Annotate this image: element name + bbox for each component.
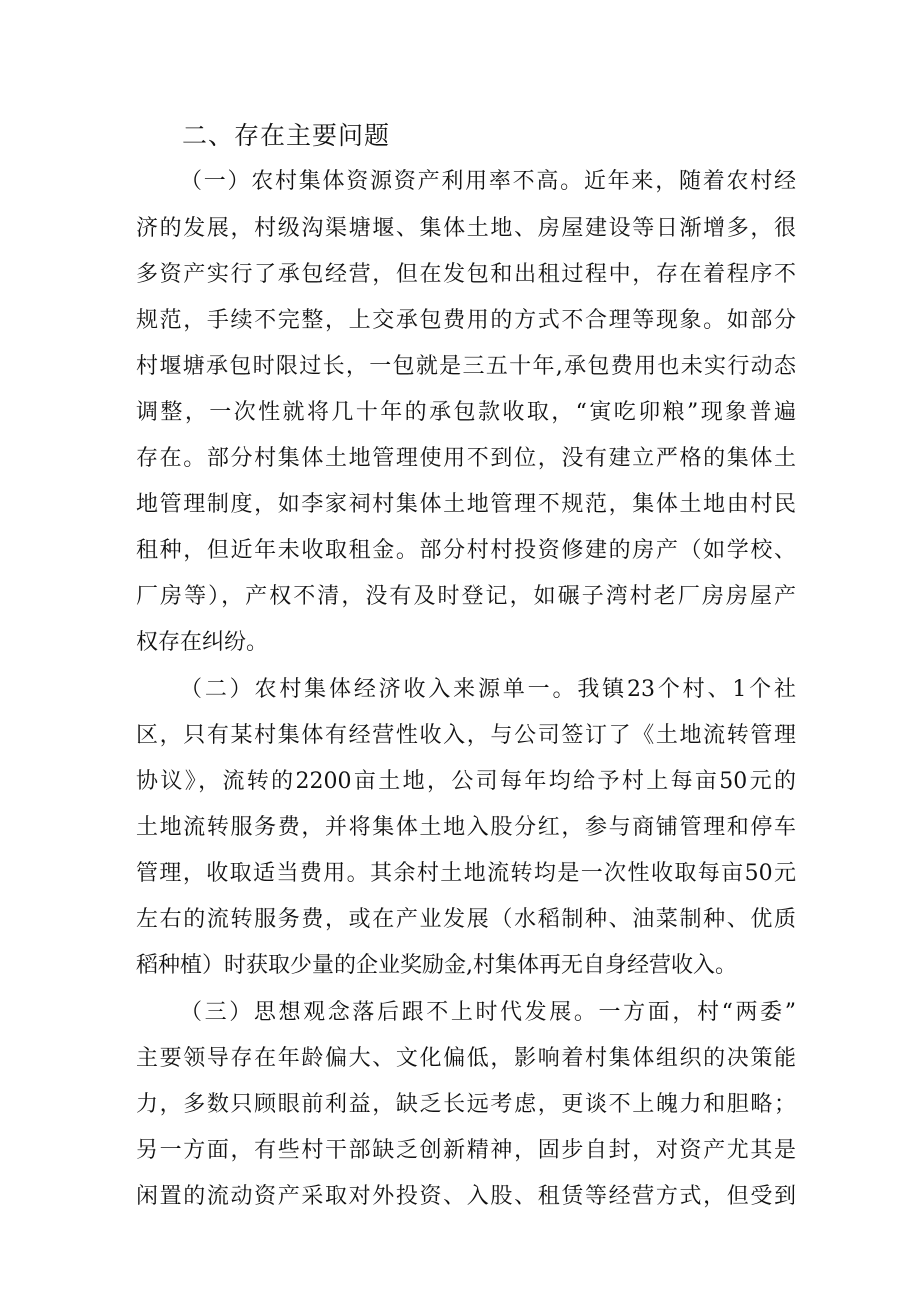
paragraph-line: 力，多数只顾眼前利益，缺乏长远考虑，更谈不上魄力和胆略； [136, 1092, 796, 1117]
paragraph-line: （二）农村集体经济收入来源单一。我镇23个村、1个社 [180, 677, 796, 702]
paragraph-line: 主要领导存在年龄偏大、文化偏低，影响着村集体组织的决策能 [136, 1046, 796, 1071]
paragraph-line: 左右的流转服务费，或在产业发展（水稻制种、油菜制种、优质 [136, 907, 796, 932]
paragraph-line: 村堰塘承包时限过长，一包就是三五十年,承包费用也未实行动态 [136, 354, 796, 379]
paragraph-line: （一）农村集体资源资产利用率不高。近年来，随着农村经 [180, 169, 796, 194]
paragraph-line: 租种，但近年未收取租金。部分村村投资修建的房产（如学校、 [136, 538, 796, 563]
paragraph-line: 存在。部分村集体土地管理使用不到位，没有建立严格的集体土 [136, 446, 796, 471]
paragraph-line: 稻种植）时获取少量的企业奖励金,村集体再无自身经营收入。 [136, 953, 737, 978]
section-heading: 二、存在主要问题 [182, 121, 391, 150]
paragraph-line: 调整，一次性就将几十年的承包款收取，“寅吃卯粮”现象普遍 [136, 400, 796, 425]
paragraph-line: （三）思想观念落后跟不上时代发展。一方面，村“两委” [180, 1000, 796, 1025]
paragraph-line: 管理，收取适当费用。其余村土地流转均是一次性收取每亩50元 [136, 861, 796, 886]
paragraph-line: 另一方面，有些村干部缺乏创新精神，固步自封，对资产尤其是 [136, 1138, 796, 1163]
paragraph-line: 规范，手续不完整，上交承包费用的方式不合理等现象。如部分 [136, 308, 796, 333]
paragraph-line: 区，只有某村集体有经营性收入，与公司签订了《土地流转管理 [136, 723, 796, 748]
paragraph-line: 土地流转服务费，并将集体土地入股分红，参与商铺管理和停车 [136, 815, 796, 840]
paragraph-line: 协议》，流转的2200亩土地，公司每年均给予村上每亩50元的 [136, 769, 796, 794]
paragraph-line: 地管理制度，如李家祠村集体土地管理不规范，集体土地由村民 [136, 492, 796, 517]
paragraph-line: 权存在纠纷。 [136, 630, 269, 655]
paragraph-line: 济的发展，村级沟渠塘堰、集体土地、房屋建设等日渐增多，很 [136, 216, 796, 241]
paragraph-line: 厂房等），产权不清，没有及时登记，如碾子湾村老厂房房屋产 [136, 584, 796, 609]
paragraph-line: 多资产实行了承包经营，但在发包和出租过程中，存在着程序不 [136, 262, 796, 287]
paragraph-line: 闲置的流动资产采取对外投资、入股、租赁等经营方式，但受到 [136, 1184, 796, 1209]
